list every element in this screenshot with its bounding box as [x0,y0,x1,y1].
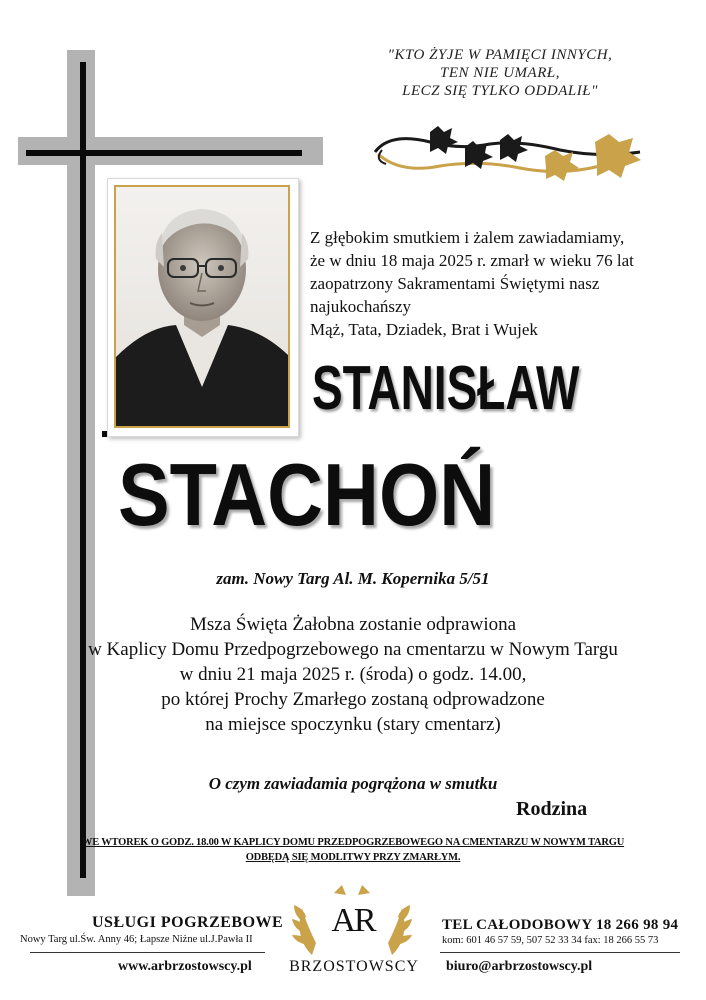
memorial-quote [340,46,660,100]
website-link[interactable]: www.arbrzostowscy.pl [118,959,252,974]
deceased-last-name: STACHOŃ [118,445,496,544]
logo-name: BRZOSTOWSCY [289,958,419,975]
logo-initials: AR [331,902,375,939]
mass-line: na miejsce spoczynku (stary cmentarz) [205,714,501,735]
prayer-line: WE WTOREK O GODZ. 18.00 W KAPLICY DOMU PRZEDPOGRZEBOWEGO NA CMENTARZU W NOWYM TARGU [81,837,625,848]
portrait-photo-frame [107,178,299,437]
deceased-address: zam. Nowy Targ Al. M. Kopernika 5/51 [216,569,490,588]
mass-line: w dniu 21 maja 2025 r. (środa) o godz. 14.00, [179,664,527,685]
family-signature: Rodzina [516,798,588,820]
intro-line: że w dniu 18 maja 2025 r. zmarł w wieku 76 lat [310,251,634,270]
funeral-home-title: USŁUGI POGRZEBOWE [92,914,284,931]
funeral-home-address: Nowy Targ ul.Św. Anny 46; Łapsze Niżne ul.J.Pawła II [20,934,253,945]
footer-divider-right [440,952,680,953]
intro-line: Z głębokim smutkiem i żalem zawiadamiamy, [310,228,625,247]
intro-line: Mąż, Tata, Dziadek, Brat i Wujek [310,320,538,339]
quote-line: TEN NIE UMARŁ, [440,65,560,81]
cross-vertical-bar [80,62,86,878]
vine-ornament [370,122,655,190]
phone-24h: TEL CAŁODOBOWY 18 266 98 94 [442,917,679,933]
portrait-illustration [116,187,288,426]
quote-line: LECZ SIĘ TYLKO ODDALIŁ" [402,83,598,99]
email-link[interactable]: biuro@arbrzostowscy.pl [446,959,593,974]
prayer-line: ODBĘDĄ SIĘ MODLITWY PRZY ZMARŁYM. [245,852,461,863]
footer-divider-left [30,952,265,953]
portrait-photo [114,185,290,428]
funeral-mass-info [0,612,706,737]
deceased-first-name: STANISŁAW [312,352,580,423]
quote-line: "KTO ŻYJE W PAMIĘCI INNYCH, [387,47,613,63]
mobile-fax-numbers: kom: 601 46 57 59, 507 52 33 34 fax: 18 266 55 73 [442,935,659,946]
intro-line: zaopatrzony Sakramentami Świętymi nasz najukochańszy [310,274,600,316]
prayer-notice [0,835,706,865]
intro-text [310,226,690,341]
mass-line: po której Prochy Zmarłego zostaną odprowadzone [161,689,545,710]
mass-line: w Kaplicy Domu Przedpogrzebowego na cmentarzu w Nowym Targu [88,639,618,660]
cross-horizontal-bar [26,150,302,156]
mass-line: Msza Święta Żałobna zostanie odprawiona [189,614,517,635]
notify-line: O czym zawiadamia pogrążona w smutku [208,774,498,793]
